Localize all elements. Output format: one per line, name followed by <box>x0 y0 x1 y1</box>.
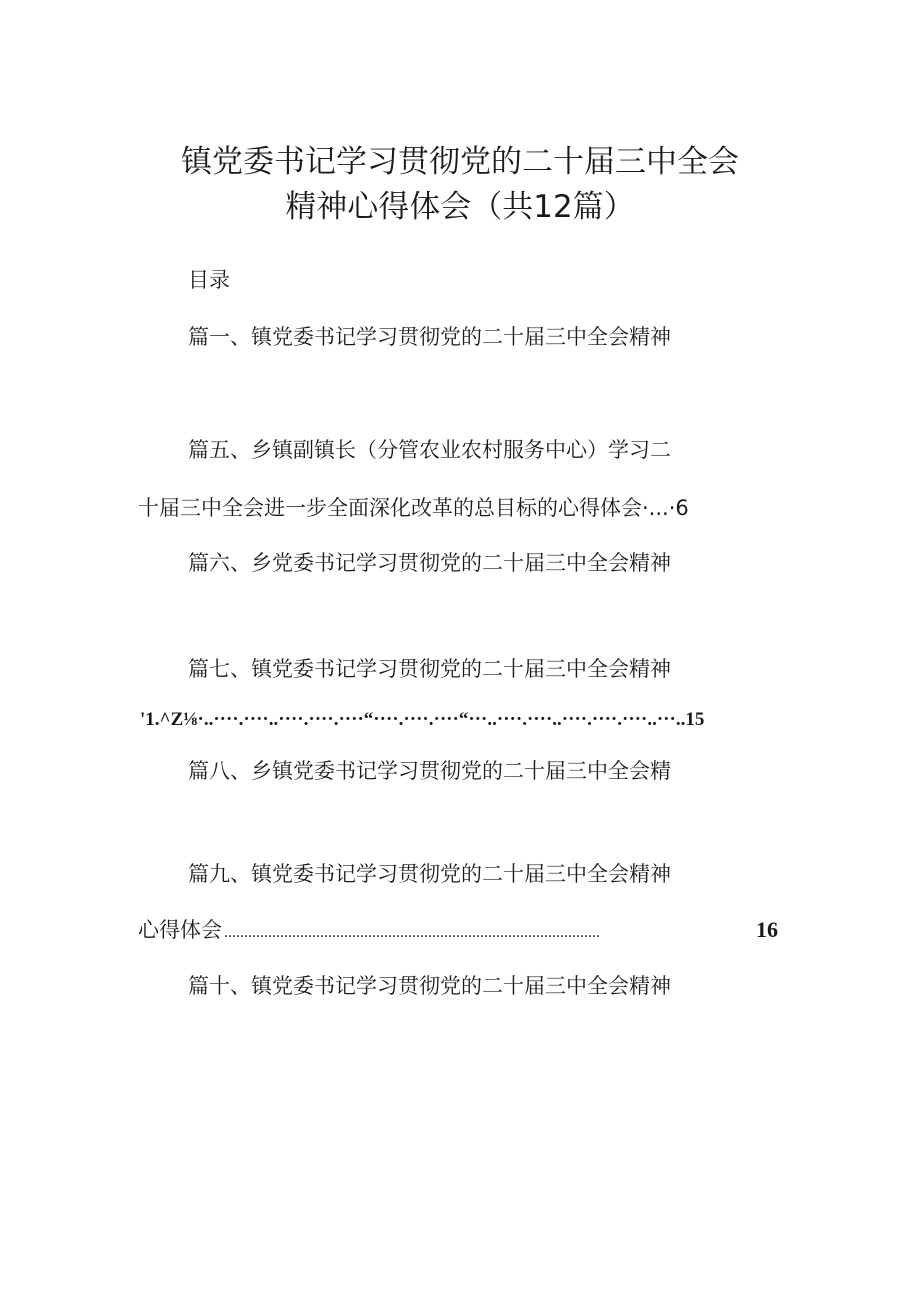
page-number: 16 <box>756 917 778 942</box>
toc-entry-1[interactable]: 篇一、镇党委书记学习贯彻党的二十届三中全会精神 <box>188 325 671 349</box>
toc-entry-9-line1[interactable]: 篇九、镇党委书记学习贯彻党的二十届三中全会精神 <box>188 862 671 886</box>
document-title-line1: 镇党委书记学习贯彻党的二十届三中全会 <box>181 144 739 180</box>
toc-entry-7-line2[interactable]: '1.^Z⅛·..····.····..····.····.····“····.····.····“···..····.····..····.····.····..···..15 <box>140 709 705 730</box>
dot-leader: .............................................................................................. <box>224 924 600 941</box>
toc-entry-10[interactable]: 篇十、镇党委书记学习贯彻党的二十届三中全会精神 <box>188 974 671 998</box>
toc-entry-6[interactable]: 篇六、乡党委书记学习贯彻党的二十届三中全会精神 <box>188 551 671 575</box>
document-title-line2: 精神心得体会（共12篇） <box>285 189 635 225</box>
toc-entry-5-line1[interactable]: 篇五、乡镇副镇长（分管农业农村服务中心）学习二 <box>188 438 671 462</box>
toc-entry-9-line2[interactable] <box>138 916 778 947</box>
toc-heading: 目录 <box>188 268 230 292</box>
toc-entry-8[interactable]: 篇八、乡镇党委书记学习贯彻党的二十届三中全会精 <box>188 759 671 783</box>
toc-entry-9-label: 心得体会 <box>138 918 222 942</box>
toc-entry-5-line2[interactable]: 十届三中全会进一步全面深化改革的总目标的心得体会·...·6 <box>138 496 689 520</box>
toc-entry-7-line1[interactable]: 篇七、镇党委书记学习贯彻党的二十届三中全会精神 <box>188 657 671 681</box>
